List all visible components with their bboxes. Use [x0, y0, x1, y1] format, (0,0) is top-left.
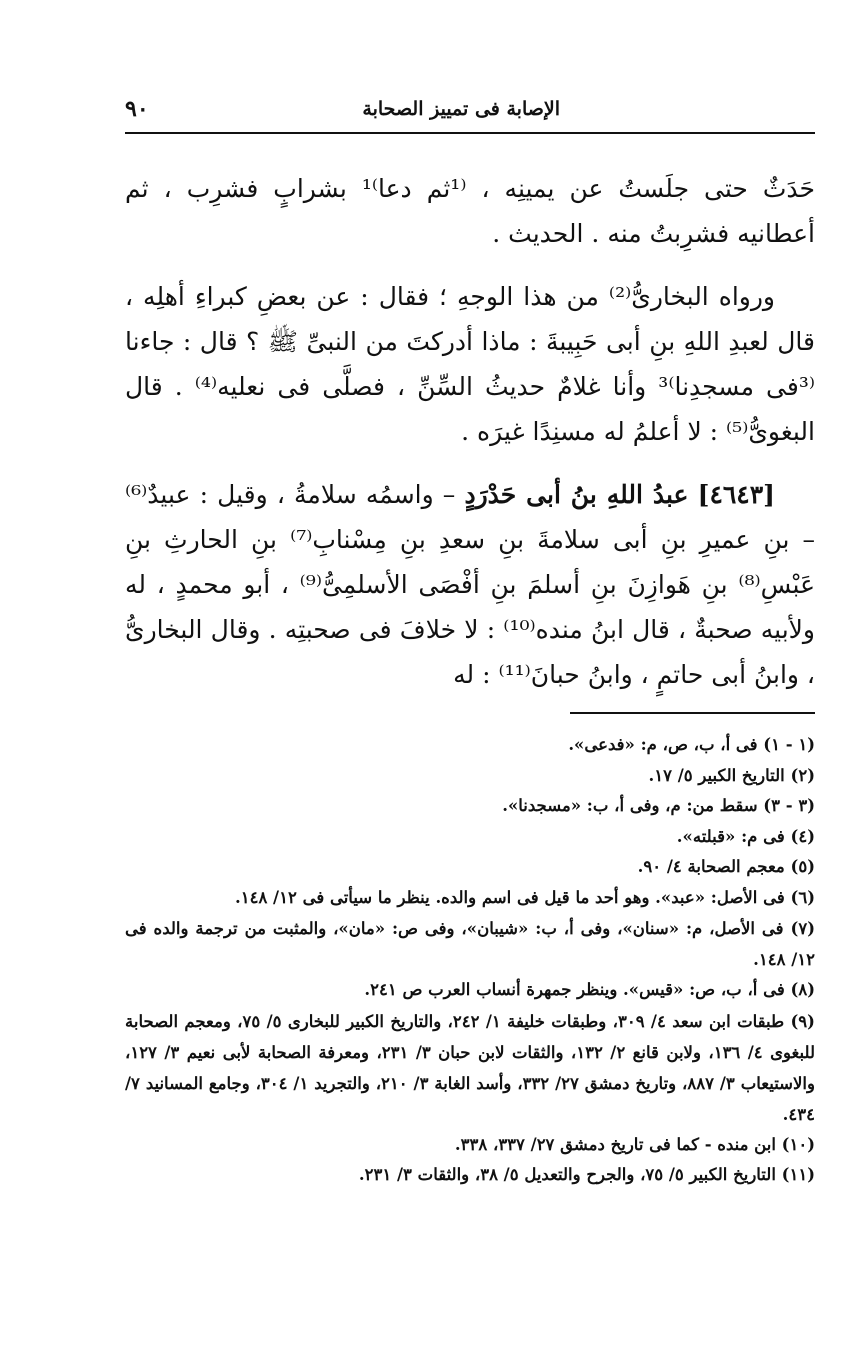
footnote: (١٠) ابن منده - كما فى تاريخ دمشق ٢٧/ ٣٣٧، ٣٣٨.: [454, 1134, 815, 1154]
footnote: (٤) فى م: «قبلته».: [676, 826, 815, 846]
footnote: (٨) فى أ، ب، ص: «قيس». وينظر جمهرة أنساب العرب ص ٢٤١.: [364, 980, 815, 999]
main-text: [125, 166, 815, 715]
footnote: (٩) طبقات ابن سعد ٤/ ٣٠٩، وطبقات خليفة ١/ ٢٤٢، والتاريخ الكبير للبخارى ٥/ ٧٥، ومعجم الصحابة للبغوى ٤/ ١٣٦، ولابن قانع ٢/ ١٣٢، والثقات لابن حبان ٣/ ٢٣١، ومعرفة الصحابة لأبى نعيم ٣/ ١٢٧، والاستيعاب ٣/ ٨٨٧، وتاريخ دمشق ٢٧/ ٣٣٢، وأسد الغابة ٣/ ٢١٠، والتجريد ١/ ٣٠٤، وجامع المسانيد ٧/ ٤٣٤.: [125, 1011, 815, 1124]
running-header: [125, 86, 815, 134]
footnotes: [125, 730, 815, 1191]
entry-text: – واسمُه سلامةُ ، وقيل : عبيدٌ⁽⁶⁾ – بنِ عميرِ بنِ أبى سلامةَ بنِ سعدِ بنِ مِسْنابِ⁽⁷⁾ بنِ الحارثِ بنِ عَبْسِ⁽⁸⁾ بنِ هَوازِنَ بنِ أسلمَ بنِ أفْصَى الأسلمِىُّ⁽⁹⁾ ، أبو محمدٍ ، له ولأبيه صحبةٌ ، قال ابنُ منده⁽¹⁰⁾ : لا خلافَ فى صحبتِه . وقال البخارىُّ ، وابنُ أبى حاتمٍ ، وابنُ حبانَ⁽¹¹⁾ : له: [125, 480, 815, 689]
book-title: الإصابة فى تمييز الصحابة: [362, 98, 560, 120]
entry-name: عبدُ اللهِ بنُ أبى حَدْرَدٍ: [464, 480, 689, 509]
paragraph-1: حَدَثٌ حتى جلَستُ عن يمينِه ، ⁽¹ثم دعا⁾¹ بشرابٍ فشرِب ، ثم أعطانيه فشرِبتُ منه . الحديث .: [125, 174, 815, 248]
footnote: (٣ - ٣) سقط من: م، وفى أ، ب: «مسجدنا».: [502, 796, 815, 815]
footnote: (١١) التاريخ الكبير ٥/ ٧٥، والجرح والتعديل ٥/ ٣٨، والثقات ٣/ ٢٣١.: [358, 1165, 815, 1184]
paragraph-2: ورواه البخارىُّ⁽²⁾ من هذا الوجهِ ؛ فقال : عن بعضِ كبراءِ أهلِه ، قال لعبدِ اللهِ بنِ أبى حَبِيبةَ : ماذا أدركتَ من النبىِّ ﷺ ؟ قال : جاءنا ⁽³فى مسجدِنا⁾³ وأنا غلامٌ حديثُ السِّنِّ ، فصلَّى فى نعليه⁽⁴⁾ . قال البغوىُّ⁽⁵⁾ : لا أعلمُ له مسنِدًا غيرَه .: [125, 282, 815, 446]
footnote: (٥) معجم الصحابة ٤/ ٩٠.: [637, 857, 815, 876]
footnote: (١ - ١) فى أ، ب، ص، م: «فدعى».: [568, 735, 815, 754]
biography-entry: [125, 472, 815, 697]
footnote-separator: [570, 712, 815, 714]
footnote: (٢) التاريخ الكبير ٥/ ١٧.: [648, 765, 815, 785]
entry-number: [٤٦٤٣]: [697, 480, 775, 509]
footnote: (٦) فى الأصل: «عبد». وهو أحد ما قيل فى اسم والده. ينظر ما سيأتى فى ١٢/ ١٤٨.: [234, 887, 815, 907]
page-number: ٩٠: [125, 96, 149, 122]
footnote: (٧) فى الأصل، م: «سنان»، وفى أ، ب: «شيبان»، وفى ص: «مان»، والمثبت من ترجمة والده فى ١٢/ ١٤٨.: [125, 919, 815, 969]
